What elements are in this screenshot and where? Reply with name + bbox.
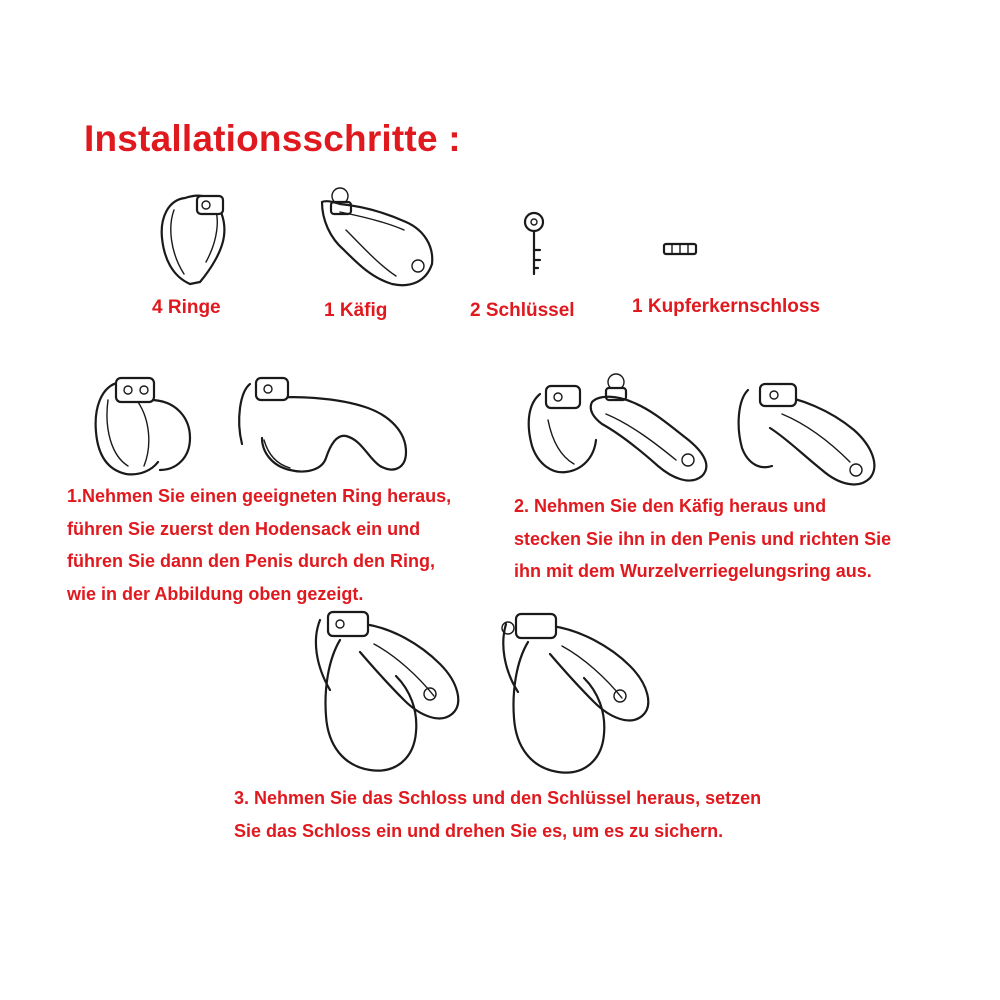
step-1-line: führen Sie dann den Penis durch den Ring, bbox=[67, 551, 436, 571]
step-1-line: 1.Nehmen Sie einen geeigneten Ring heraus, bbox=[67, 486, 452, 506]
cage-illustration bbox=[322, 188, 432, 285]
part-label-keys: 2 Schlüssel bbox=[470, 300, 575, 321]
step-3-line: Sie das Schloss ein und drehen Sie es, um es zu sichern. bbox=[234, 820, 724, 841]
step-2-assembled-illustration bbox=[739, 384, 875, 484]
step-1-line: wie in der Abbildung oben gezeigt. bbox=[67, 583, 364, 604]
step-2-ring-illustration bbox=[529, 386, 596, 472]
step-1-line: führen Sie zuerst den Hodensack ein und bbox=[67, 518, 421, 539]
part-label-lock: 1 Kupferkernschloss bbox=[632, 296, 820, 317]
step-2-line: stecken Sie ihn in den Penis und richten Sie bbox=[514, 528, 892, 549]
step-2-line: 2. Nehmen Sie den Käfig heraus und bbox=[514, 496, 827, 516]
part-label-cage: 1 Käfig bbox=[324, 300, 388, 321]
step-2-cage-illustration bbox=[591, 374, 707, 481]
step-2-line: ihn mit dem Wurzelverriegelungsring aus. bbox=[514, 561, 872, 581]
ring-illustration bbox=[162, 196, 225, 284]
step-1-ring-illustration bbox=[96, 378, 190, 474]
step-3-line: 3. Nehmen Sie das Schloss und den Schlüssel heraus, setzen bbox=[234, 788, 762, 808]
page-title: Installationsschritte : bbox=[84, 118, 461, 159]
key-illustration bbox=[525, 213, 543, 274]
step-1-body-illustration bbox=[239, 378, 406, 472]
part-label-rings: 4 Ringe bbox=[152, 297, 221, 318]
step-3-after-illustration bbox=[502, 614, 648, 773]
step-3-before-illustration bbox=[316, 612, 458, 771]
lock-illustration bbox=[664, 244, 696, 254]
